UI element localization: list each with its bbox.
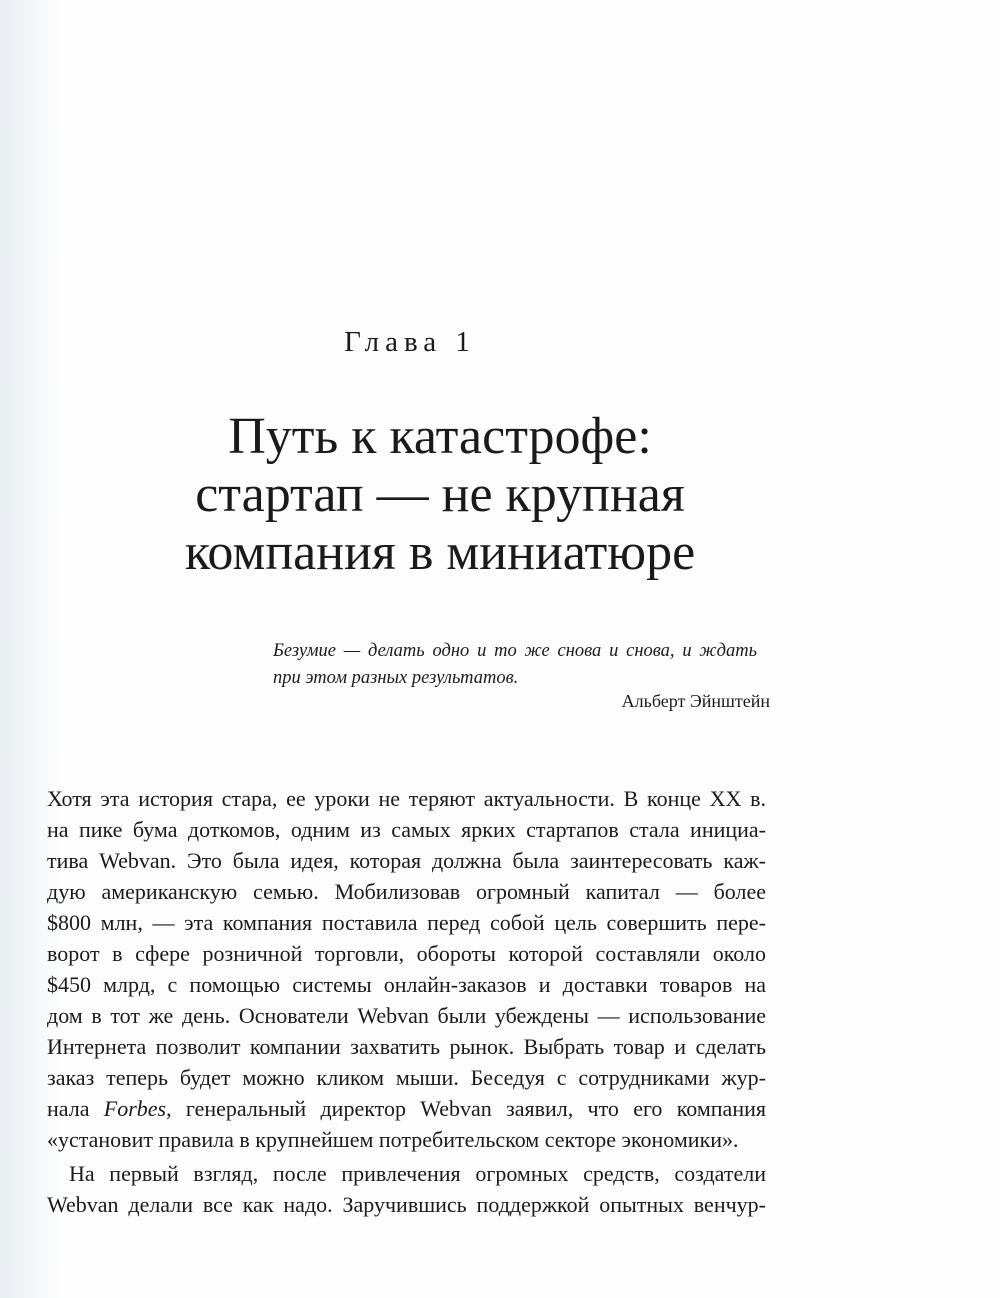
title-line: Путь к катастрофе: — [228, 408, 652, 465]
body-line: дую американскую семью. Мобилизовав огромный капитал — более — [47, 879, 766, 904]
body-line — [47, 1093, 766, 1124]
body-line: Интернета позволит компании захватить рынок. Выбрать товар и сделать — [47, 1034, 766, 1059]
title-line: стартап — не крупная — [195, 466, 685, 523]
body-line: Хотя эта история стара, ее уроки не теряют актуальности. В конце XX в. — [47, 786, 766, 811]
body-line: На первый взгляд, после привлечения огромных средств, создатели — [69, 1161, 766, 1186]
body-line: тива Webvan. Это была идея, которая должна была заинтересовать каж- — [47, 848, 766, 873]
body-line: $800 млн, — эта компания поставила перед собой цель совершить пере- — [47, 910, 766, 935]
body-line: дом в тот же день. Основатели Webvan были убеждены — использование — [47, 1003, 766, 1028]
epigraph-line: при этом разных результатов. — [273, 668, 519, 688]
title-line: компания в миниатюре — [184, 524, 696, 581]
epigraph-author: Альберт Эйнштейн — [621, 691, 770, 711]
chapter-label: Глава 1 — [344, 326, 476, 358]
body-line: «установит правила в крупнейшем потребительском секторе экономики». — [47, 1127, 739, 1152]
text-run: , генеральный директор Webvan заявил, что его компания — [166, 1096, 766, 1121]
body-text — [47, 783, 766, 1220]
body-line: заказ теперь будет можно кликом мыши. Беседуя с сотрудниками жур- — [47, 1065, 766, 1090]
body-line: $450 млрд, с помощью системы онлайн-заказов и доставки товаров на — [47, 972, 766, 997]
body-line: на пике бума доткомов, одним из самых ярких стартапов стала инициа- — [47, 817, 766, 842]
epigraph-line: Безумие — делать одно и то же снова и снова, и ждать — [273, 641, 757, 661]
body-line: ворот в сфере розничной торговли, обороты которой составляли около — [47, 941, 766, 966]
chapter-title — [60, 408, 820, 582]
text-run: нала — [47, 1096, 104, 1121]
body-line: Webvan делали все как надо. Заручившись поддержкой опытных венчур- — [47, 1192, 766, 1217]
italic-run: Forbes — [103, 1096, 167, 1121]
epigraph — [273, 638, 757, 692]
